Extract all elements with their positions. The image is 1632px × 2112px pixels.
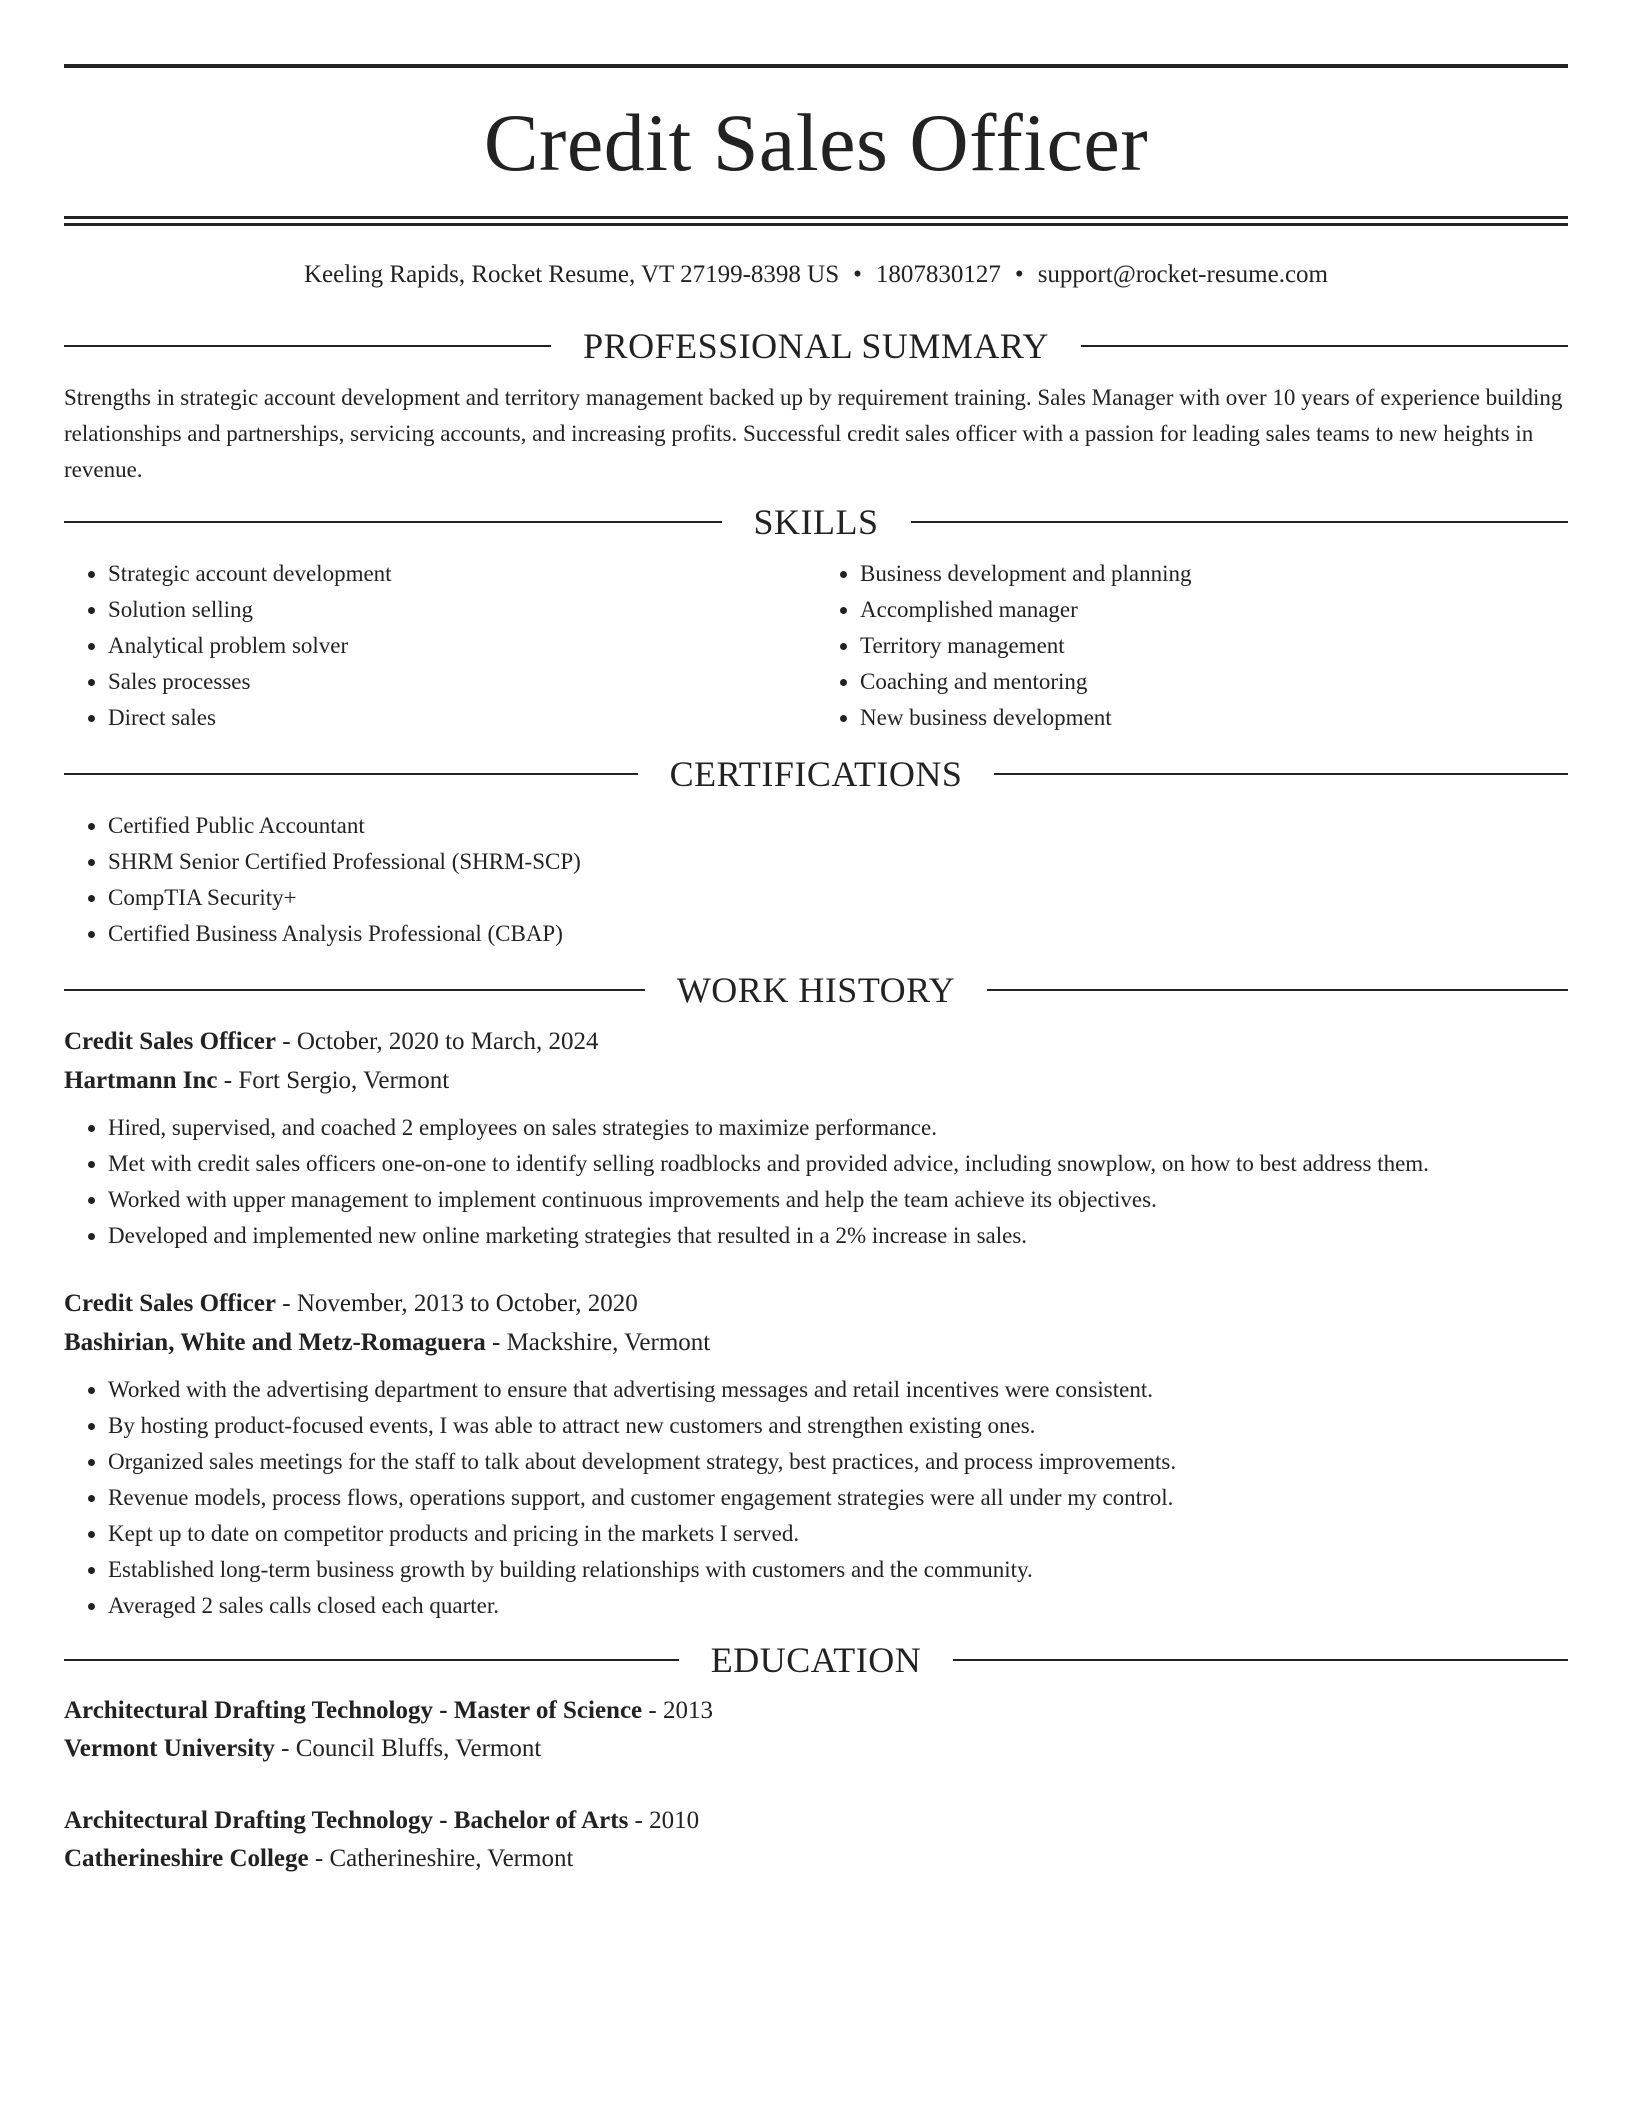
job-dash: - (275, 1028, 297, 1055)
education-school-line (64, 1840, 1568, 1878)
job-company-line (64, 1323, 1568, 1362)
skill-item: • Territory management (860, 628, 1568, 664)
skills-list-left (64, 556, 816, 736)
section-rule (1081, 345, 1568, 347)
education-school: Catherineshire College (64, 1845, 309, 1872)
section-header-skills (64, 502, 1568, 542)
section-title-work: WORK HISTORY (676, 970, 956, 1010)
job-location: Fort Sergio, Vermont (238, 1067, 450, 1094)
summary-text: Strengths in strategic account development and territory management backed up by requirement training. Sales Manager with over 10 years of experience building relationships and partnerships, servicing accounts, and increasing profits. Successful credit sales officer with a passion for leading sales teams to new heights in revenue. (64, 385, 1563, 482)
job-dash: - (485, 1329, 507, 1356)
contact-separator: • (853, 261, 862, 288)
job-bullet: • Established long-term business growth by building relationships with customers and the community. (108, 1552, 1568, 1588)
skill-item: • Strategic account development (108, 556, 816, 592)
section-rule (64, 989, 645, 991)
job-dates: November, 2013 to October, 2020 (296, 1290, 638, 1317)
job-bullet: • Hired, supervised, and coached 2 employees on sales strategies to maximize performance. (108, 1110, 1568, 1146)
education-dash: - (628, 1807, 650, 1834)
job-bullets (64, 1110, 1568, 1254)
education-location: Council Bluffs, Vermont (295, 1735, 542, 1762)
section-header-summary (64, 326, 1568, 366)
certification-item: • Certified Public Accountant (108, 808, 1568, 844)
job-location: Mackshire, Vermont (506, 1329, 711, 1356)
skill-item: • Analytical problem solver (108, 628, 816, 664)
contact-line (64, 260, 1568, 290)
double-rule (64, 216, 1568, 226)
education-year: 2010 (649, 1807, 700, 1834)
job-bullet: • Worked with upper management to implement continuous improvements and help the team achieve its objectives. (108, 1182, 1568, 1218)
education-degree: Architectural Drafting Technology - Master of Science (64, 1697, 643, 1724)
skill-item: • Coaching and mentoring (860, 664, 1568, 700)
contact-address: Keeling Rapids, Rocket Resume, VT 27199-8398 US (304, 261, 840, 288)
education-entry (64, 1692, 1568, 1768)
education-entry (64, 1802, 1568, 1878)
job-bullet: • By hosting product-focused events, I was able to attract new customers and strengthen existing ones. (108, 1408, 1568, 1444)
job-entry (64, 1284, 1568, 1624)
contact-email[interactable]: support@rocket-resume.com (1037, 261, 1328, 288)
section-rule (953, 1659, 1568, 1661)
certifications-list (64, 808, 1568, 952)
education-dash: - (274, 1735, 296, 1762)
job-title: Credit Sales Officer (64, 1290, 276, 1317)
skill-item: • Direct sales (108, 700, 816, 736)
top-rule (64, 64, 1568, 68)
job-bullets (64, 1372, 1568, 1624)
certification-item: • CompTIA Security+ (108, 880, 1568, 916)
section-title-certifications: CERTIFICATIONS (669, 754, 963, 794)
job-bullet: • Organized sales meetings for the staff to talk about development strategy, best practices, and process improvements. (108, 1444, 1568, 1480)
education-degree-line (64, 1802, 1568, 1840)
section-rule (64, 521, 722, 523)
job-bullet: • Met with credit sales officers one-on-one to identify selling roadblocks and provided advice, including snowplow, on how to best address them. (108, 1146, 1568, 1182)
skill-item: • Solution selling (108, 592, 816, 628)
education-school-line (64, 1730, 1568, 1768)
education-location: Catherineshire, Vermont (329, 1845, 574, 1872)
job-title-line (64, 1284, 1568, 1323)
section-rule (64, 345, 551, 347)
job-bullet: • Developed and implemented new online marketing strategies that resulted in a 2% increase in sales. (108, 1218, 1568, 1254)
job-dates: October, 2020 to March, 2024 (296, 1028, 599, 1055)
job-dash: - (217, 1067, 239, 1094)
skill-item: • Sales processes (108, 664, 816, 700)
resume-name: Credit Sales Officer (483, 97, 1149, 188)
skill-item: • New business development (860, 700, 1568, 736)
job-bullet: • Kept up to date on competitor products and pricing in the markets I served. (108, 1516, 1568, 1552)
skill-item: • Business development and planning (860, 556, 1568, 592)
education-degree-line (64, 1692, 1568, 1730)
education-school: Vermont University (64, 1735, 275, 1762)
job-bullet: • Averaged 2 sales calls closed each quarter. (108, 1588, 1568, 1624)
section-title-education: EDUCATION (710, 1640, 922, 1680)
job-title: Credit Sales Officer (64, 1028, 276, 1055)
education-dash: - (308, 1845, 330, 1872)
section-rule (911, 521, 1569, 523)
skills-list-right (816, 556, 1568, 736)
skills-grid (64, 556, 1568, 736)
section-rule (987, 989, 1568, 991)
certification-item: • SHRM Senior Certified Professional (SHRM-SCP) (108, 844, 1568, 880)
education-dash: - (642, 1697, 663, 1724)
skill-item: • Accomplished manager (860, 592, 1568, 628)
job-bullet: • Revenue models, process flows, operations support, and customer engagement strategies were all under my control. (108, 1480, 1568, 1516)
job-entry (64, 1022, 1568, 1254)
section-rule (64, 1659, 679, 1661)
section-title-summary: PROFESSIONAL SUMMARY (583, 326, 1049, 366)
education-year: 2013 (662, 1697, 713, 1724)
job-dash: - (275, 1290, 297, 1317)
certification-item: • Certified Business Analysis Professional (CBAP) (108, 916, 1568, 952)
contact-phone[interactable]: 1807830127 (875, 261, 1001, 288)
section-rule (994, 773, 1568, 775)
job-bullet: • Worked with the advertising department to ensure that advertising messages and retail incentives were consistent. (108, 1372, 1568, 1408)
section-header-education (64, 1640, 1568, 1680)
section-rule (64, 773, 638, 775)
section-title-skills: SKILLS (753, 502, 879, 542)
section-header-work (64, 970, 1568, 1010)
job-company: Bashirian, White and Metz-Romaguera (64, 1329, 486, 1356)
job-company-line (64, 1061, 1568, 1100)
contact-separator: • (1014, 261, 1024, 288)
job-title-line (64, 1022, 1568, 1061)
job-company: Hartmann Inc (64, 1067, 218, 1094)
section-header-certifications (64, 754, 1568, 794)
education-degree: Architectural Drafting Technology - Bachelor of Arts (64, 1807, 629, 1834)
